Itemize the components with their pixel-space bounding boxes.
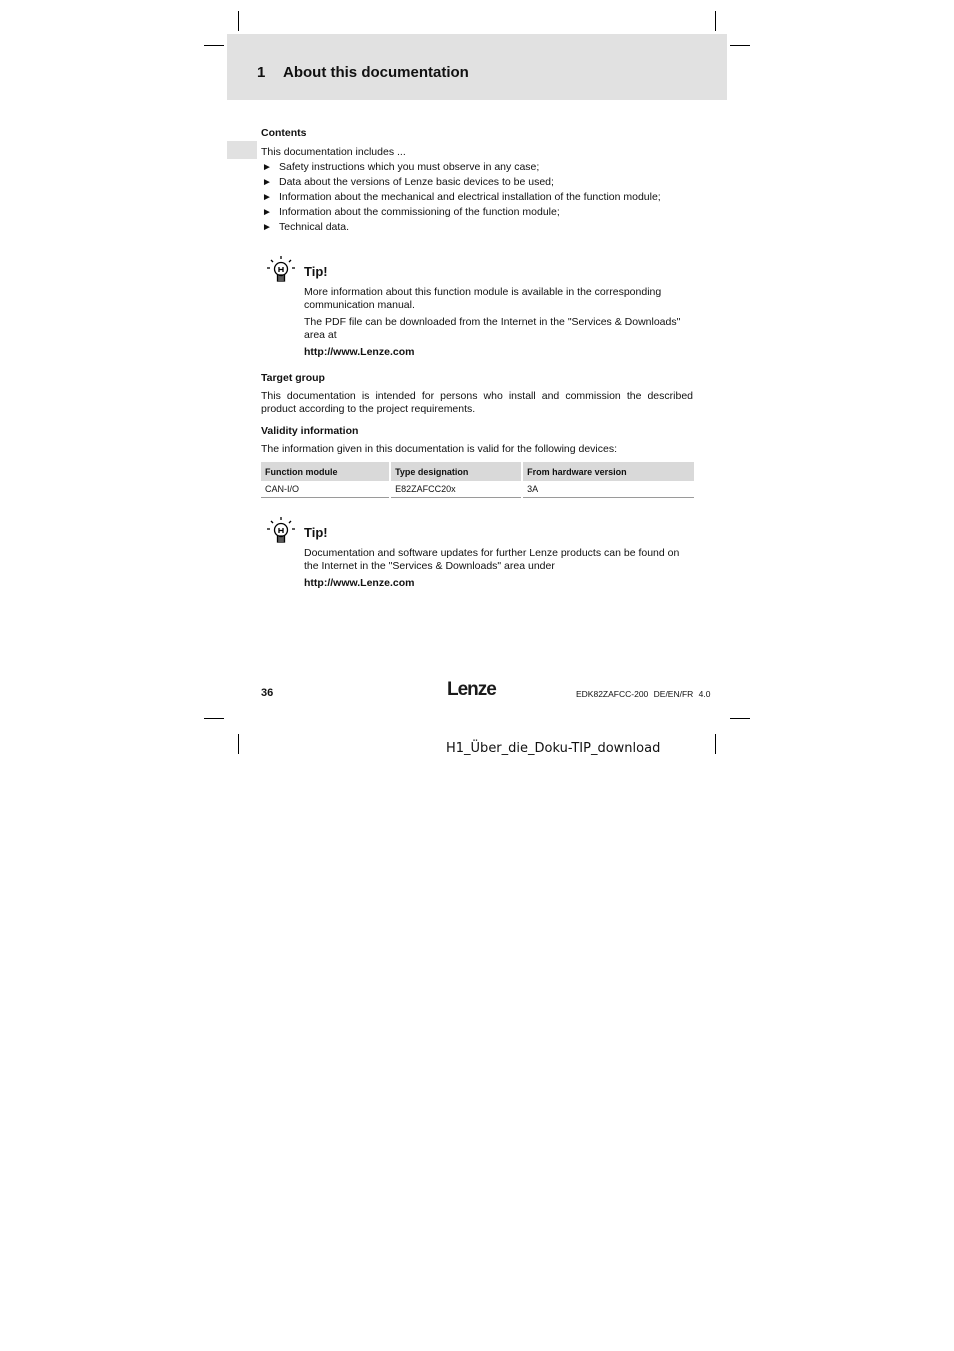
page-number: 36 xyxy=(261,687,274,699)
crop-mark xyxy=(730,45,750,46)
contents-list xyxy=(261,160,693,235)
tip-text: The PDF file can be downloaded from the Internet in the "Services & Downloads" area at xyxy=(304,316,681,341)
contents-section xyxy=(261,126,693,235)
target-group-heading: Target group xyxy=(261,372,325,384)
contents-heading: Contents xyxy=(261,127,307,139)
validity-table xyxy=(261,462,694,498)
contents-intro: This documentation includes ... xyxy=(261,146,406,158)
tip-body xyxy=(304,547,696,594)
crop-mark xyxy=(204,718,224,719)
crop-mark xyxy=(238,11,239,31)
column-header: Function module xyxy=(261,462,390,481)
table-row xyxy=(261,481,694,498)
column-header: From hardware version xyxy=(522,462,694,481)
tip-body xyxy=(304,286,696,363)
file-label: H1_Über_die_Doku-TIP_download xyxy=(446,741,661,756)
table-header-row xyxy=(261,462,694,481)
arrow-right-icon: ► xyxy=(262,177,272,188)
lightbulb-icon xyxy=(265,254,295,284)
document-code: EDK82ZAFCC-200 DE/EN/FR 4.0 xyxy=(576,689,711,699)
arrow-right-icon: ► xyxy=(262,192,272,203)
chapter-number: 1 xyxy=(257,64,266,81)
table-cell: E82ZAFCC20x xyxy=(390,481,522,498)
table-cell: CAN-I/O xyxy=(261,481,390,498)
lenze-logo: Lenze xyxy=(447,679,496,700)
list-item: ► Data about the versions of Lenze basic devices to be used; xyxy=(262,176,554,188)
crop-mark xyxy=(730,718,750,719)
validity-text: The information given in this documentation is valid for the following devices: xyxy=(261,443,618,455)
target-group-section xyxy=(261,371,693,416)
crop-mark xyxy=(204,45,224,46)
validity-section xyxy=(261,424,693,457)
tip-title: Tip! xyxy=(304,525,328,540)
tip-text: Documentation and software updates for further Lenze products can be found on the Internet in the "Services & Downloads" area under xyxy=(304,547,680,572)
arrow-right-icon: ► xyxy=(262,162,272,173)
list-item: ► Information about the mechanical and electrical installation of the function module; xyxy=(262,191,661,203)
lightbulb-icon xyxy=(265,515,295,545)
list-item: ► Information about the commissioning of the function module; xyxy=(262,206,560,218)
crop-mark xyxy=(238,734,239,754)
table-cell: 3A xyxy=(522,481,694,498)
lenze-link[interactable]: http://www.Lenze.com xyxy=(304,346,415,358)
arrow-right-icon: ► xyxy=(262,222,272,233)
side-tab-marker xyxy=(227,141,257,159)
chapter-title: About this documentation xyxy=(283,64,469,81)
list-item: ► Technical data. xyxy=(262,221,350,233)
crop-mark xyxy=(715,734,716,754)
tip-title: Tip! xyxy=(304,264,328,279)
target-group-text: This documentation is intended for persons who install and commission the described product according to the project requirements. xyxy=(261,390,693,415)
column-header: Type designation xyxy=(390,462,522,481)
crop-mark xyxy=(715,11,716,31)
chapter-heading xyxy=(257,64,469,81)
lenze-link[interactable]: http://www.Lenze.com xyxy=(304,577,415,589)
arrow-right-icon: ► xyxy=(262,207,272,218)
validity-heading: Validity information xyxy=(261,425,359,437)
list-item: ► Safety instructions which you must observe in any case; xyxy=(262,161,540,173)
tip-text: More information about this function module is available in the corresponding communication manual. xyxy=(304,286,662,311)
